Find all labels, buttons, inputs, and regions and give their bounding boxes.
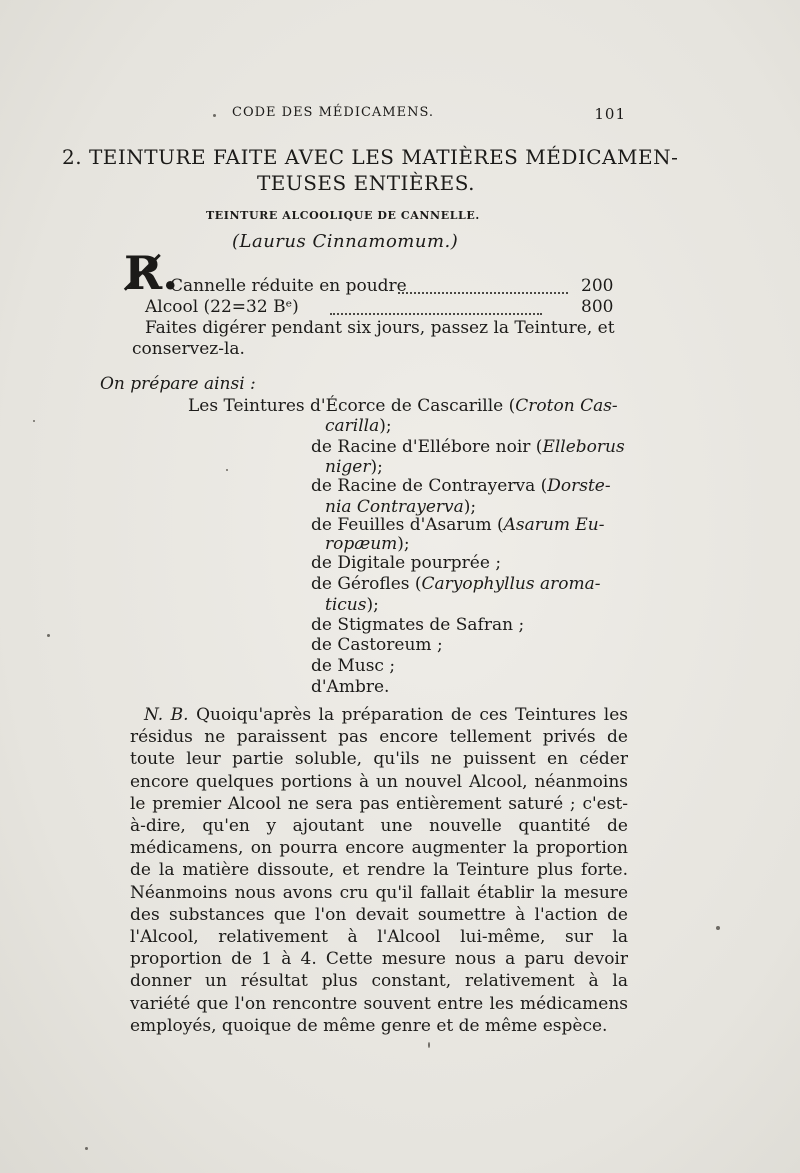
preparation-line: de Musc ; [311,656,396,676]
prepare-label: On prépare ainsi : [100,374,256,394]
preparation-line: de Stigmates de Safran ; [311,615,525,635]
preparation-line: de Gérofles (Caryophyllus aroma- [311,574,601,594]
note-paragraph [130,704,628,1037]
preparation-line: ropæum); [325,534,410,554]
preparation-line: de Racine d'Ellébore noir (Elleborus [311,437,625,457]
section-heading [62,144,679,196]
note-text: Quoiqu'après la préparation de ces Teintures les résidus ne paraissent pas encore tellement privés de toute leur partie soluble, qu'ils ne puissent en céder encore quelques portions à un nouvel Alcool, néanmoins le premier Alcool ne sera pas entièrement saturé ; c'est-à-dire, qu'en y ajoutant une nouvelle quantité de médicamens, on pourra encore augmenter la proportion de la matière dissoute, et rendre la Teinture plus forte. Néanmoins nous avons cru qu'il fallait établir la mesure des substances que l'on devait soumettre à l'action de l'Alcool, relativement à l'Alcool lui-même, sur la proportion de 1 à 4. Cette mesure nous a paru devoir donner un résultat plus constant, relativement à la variété que l'on rencontre souvent entre les médicamens employés, quoique de même genre et de même espèce. [130,705,628,1036]
page-number: 101 [594,105,626,123]
latin-name: (Laurus Cinnamomum.) [232,231,459,252]
leader-dots [398,290,568,294]
recipe-item-qty: 200 [581,276,614,296]
preparation-line: niger); [325,457,383,477]
preparation-line: d'Ambre. [311,677,390,697]
preparation-line: ticus); [325,595,379,615]
running-head-title: CODE DES MÉDICAMENS. [232,105,435,120]
recipe-instruction-line-2: conservez-la. [132,339,245,359]
preparation-line: de Castoreum ; [311,635,443,655]
note-label: N. B. [144,705,189,725]
recipe-instruction-line-1: Faites digérer pendant six jours, passez la Teinture, et [145,318,615,338]
recipe-title: TEINTURE ALCOOLIQUE DE CANNELLE. [206,209,480,222]
recipe-item-name: Alcool (22=32 Bᵉ) [145,297,299,317]
recipe-symbol: R̸. [124,246,179,300]
preparation-line: de Racine de Contrayerva (Dorste- [311,476,611,496]
recipe-item-name: Cannelle réduite en poudre [170,276,407,296]
preparation-line: carilla); [325,416,392,436]
section-heading-line-2: TEUSES ENTIÈRES. [256,171,476,195]
preparation-line: de Digitale pourprée ; [311,553,502,573]
preparation-line: Les Teintures d'Écorce de Cascarille (Croton Cas- [188,396,618,416]
running-head [232,105,626,127]
recipe-item-qty: 800 [581,297,614,317]
section-heading-line-1: 2. TEINTURE FAITE AVEC LES MATIÈRES MÉDICAMEN- [62,145,679,169]
preparation-line: de Feuilles d'Asarum (Asarum Eu- [311,515,605,535]
leader-dots [330,311,542,315]
preparation-line: nia Contrayerva); [325,497,477,517]
